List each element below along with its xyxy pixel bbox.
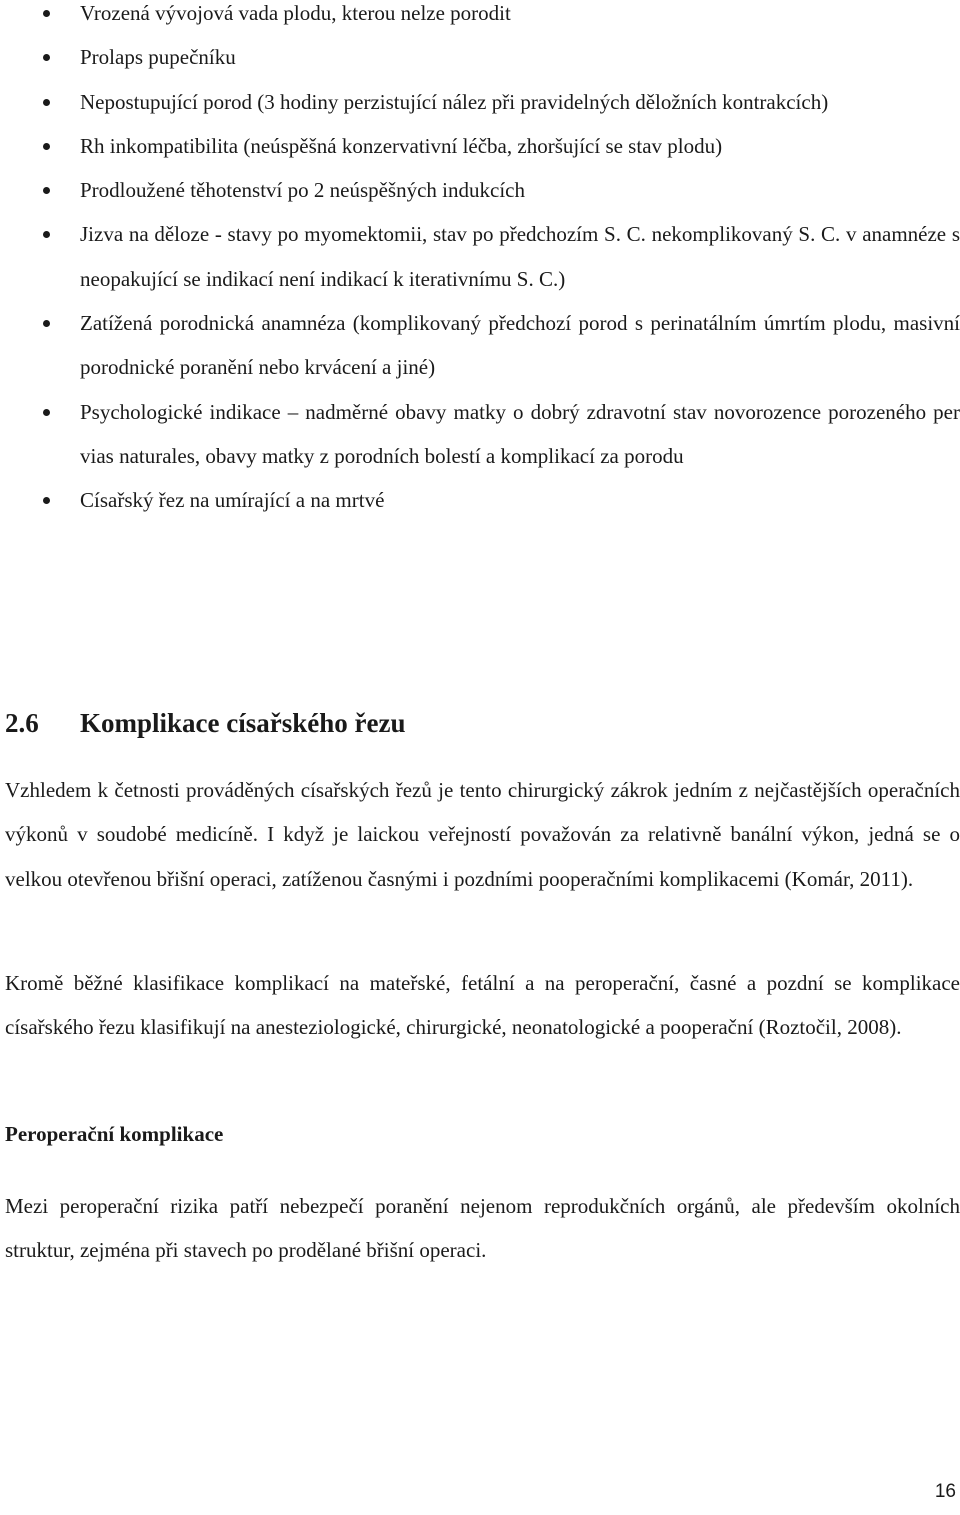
bullet-icon: [43, 54, 50, 61]
section-title: Komplikace císařského řezu: [80, 708, 406, 738]
list-item: [0, 301, 960, 390]
list-item-text: Zatížená porodnická anamnéza (komplikovaný předchozí porod s perinatálním úmrtím plodu, masivní porodnické poranění nebo krvácení a jiné): [80, 311, 960, 380]
list-item: [0, 478, 960, 522]
page-number: 16: [934, 1481, 956, 1502]
bullet-icon: [43, 497, 50, 504]
paragraph-classification: Kromě běžné klasifikace komplikací na mateřské, fetální a na peroperační, časné a pozdní se komplikace císařského řezu klasifikují na anesteziologické, chirurgické, neonatologické a pooperační (Roztočil, 2008).: [5, 971, 960, 1040]
paragraph-peroperative-risks: Mezi peroperační rizika patří nebezpečí poranění nejenom reprodukčních orgánů, ale především okolních struktur, zejména při stavech po prodělané břišní operaci.: [5, 1194, 960, 1263]
list-item-text: Prolaps pupečníku: [80, 45, 236, 70]
list-item-text: Rh inkompatibilita (neúspěšná konzervativní léčba, zhoršující se stav plodu): [80, 133, 723, 158]
bullet-icon: [43, 231, 50, 238]
list-item: [0, 168, 960, 212]
section-number: 2.6: [5, 708, 39, 738]
section-heading: [5, 703, 405, 743]
list-item: [0, 390, 960, 479]
list-item: [0, 212, 960, 301]
bullet-icon: [43, 409, 50, 416]
bullet-icon: [43, 320, 50, 327]
bullet-icon: [43, 187, 50, 194]
paragraph-frequency: Vzhledem k četnosti prováděných císařských řezů je tento chirurgický zákrok jedním z nejčastějších operačních výkonů v soudobé medicíně. I když je laickou veřejností považován za relativně banální výkon, jedná se o velkou otevřenou břišní operaci, zatíženou časnými i pozdními pooperačními komplikacemi (Komár, 2011).: [5, 778, 960, 891]
subheading-peroperative: Peroperační komplikace: [5, 1122, 224, 1146]
list-item: [0, 35, 960, 79]
list-item-text: Nepostupující porod (3 hodiny perzistující nález při pravidelných děložních kontrakcích): [80, 89, 829, 114]
list-item: [0, 124, 960, 168]
bullet-icon: [43, 99, 50, 106]
list-item: [0, 0, 960, 35]
list-item: [0, 80, 960, 124]
list-item-text: Císařský řez na umírající a na mrtvé: [80, 488, 385, 513]
indication-list: [0, 0, 960, 523]
bullet-icon: [43, 10, 50, 17]
list-item-text: Jizva na děloze - stavy po myomektomii, stav po předchozím S. C. nekomplikovaný S. C. v anamnéze s neopakující se indikací není indikací k iterativnímu S. C.): [80, 222, 960, 291]
list-item-text: Psychologické indikace – nadměrné obavy matky o dobrý zdravotní stav novorozence porozeného per vias naturales, obavy matky z porodních bolestí a komplikací za porodu: [80, 399, 960, 468]
bullet-icon: [43, 143, 50, 150]
list-item-text: Prodloužené těhotenství po 2 neúspěšných indukcích: [80, 178, 525, 203]
list-item-text: Vrozená vývojová vada plodu, kterou nelze porodit: [80, 1, 511, 25]
